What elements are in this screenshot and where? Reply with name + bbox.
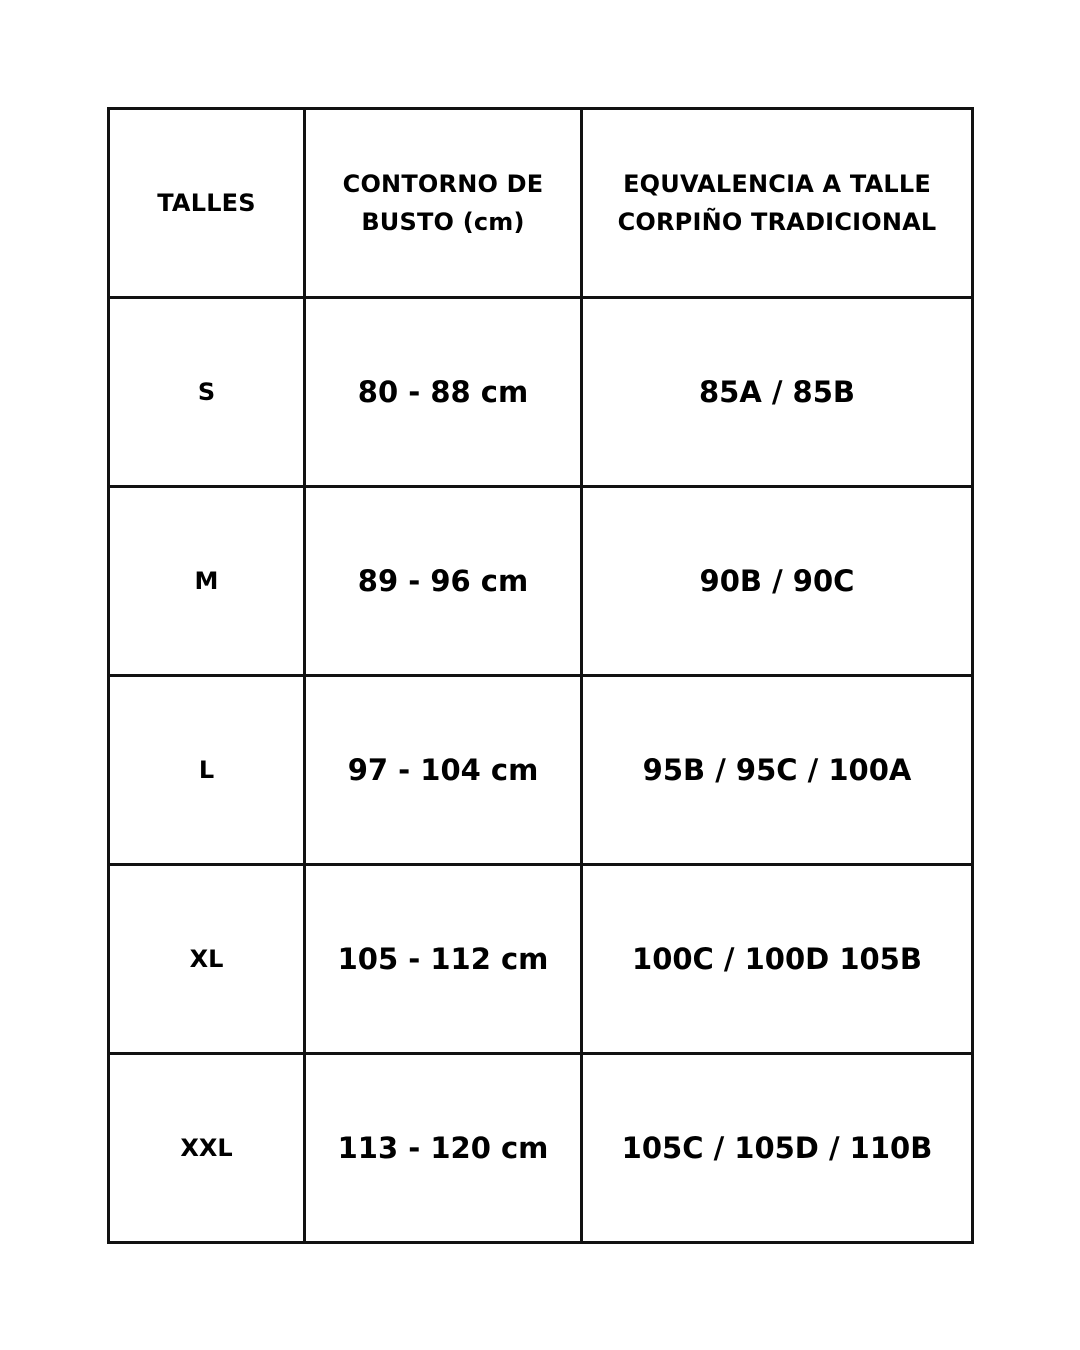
cell-equivalencia: 95B / 95C / 100A (582, 676, 973, 865)
cell-busto: 113 - 120 cm (305, 1054, 582, 1243)
cell-talle: L (109, 676, 305, 865)
header-talles (109, 109, 305, 298)
header-equiv-line2: CORPIÑO TRADICIONAL (617, 208, 937, 236)
table-row (109, 676, 973, 865)
table-row (109, 1054, 973, 1243)
header-contorno-busto (305, 109, 582, 298)
table-row (109, 298, 973, 487)
table-row (109, 865, 973, 1054)
header-talles-label: TALLES (157, 189, 256, 217)
cell-equivalencia: 105C / 105D / 110B (582, 1054, 973, 1243)
cell-busto: 80 - 88 cm (305, 298, 582, 487)
header-equiv-line1: EQUVALENCIA A TALLE (623, 170, 931, 198)
header-busto-line1: CONTORNO DE (342, 170, 544, 198)
size-chart-table (107, 107, 974, 1244)
cell-busto: 89 - 96 cm (305, 487, 582, 676)
cell-talle: S (109, 298, 305, 487)
cell-talle: XL (109, 865, 305, 1054)
cell-equivalencia: 100C / 100D 105B (582, 865, 973, 1054)
cell-busto: 97 - 104 cm (305, 676, 582, 865)
cell-talle: M (109, 487, 305, 676)
cell-equivalencia: 85A / 85B (582, 298, 973, 487)
header-equivalencia (582, 109, 973, 298)
cell-busto: 105 - 112 cm (305, 865, 582, 1054)
cell-talle: XXL (109, 1054, 305, 1243)
header-row (109, 109, 973, 298)
header-busto-line2: BUSTO (cm) (361, 208, 525, 236)
cell-equivalencia: 90B / 90C (582, 487, 973, 676)
table-row (109, 487, 973, 676)
